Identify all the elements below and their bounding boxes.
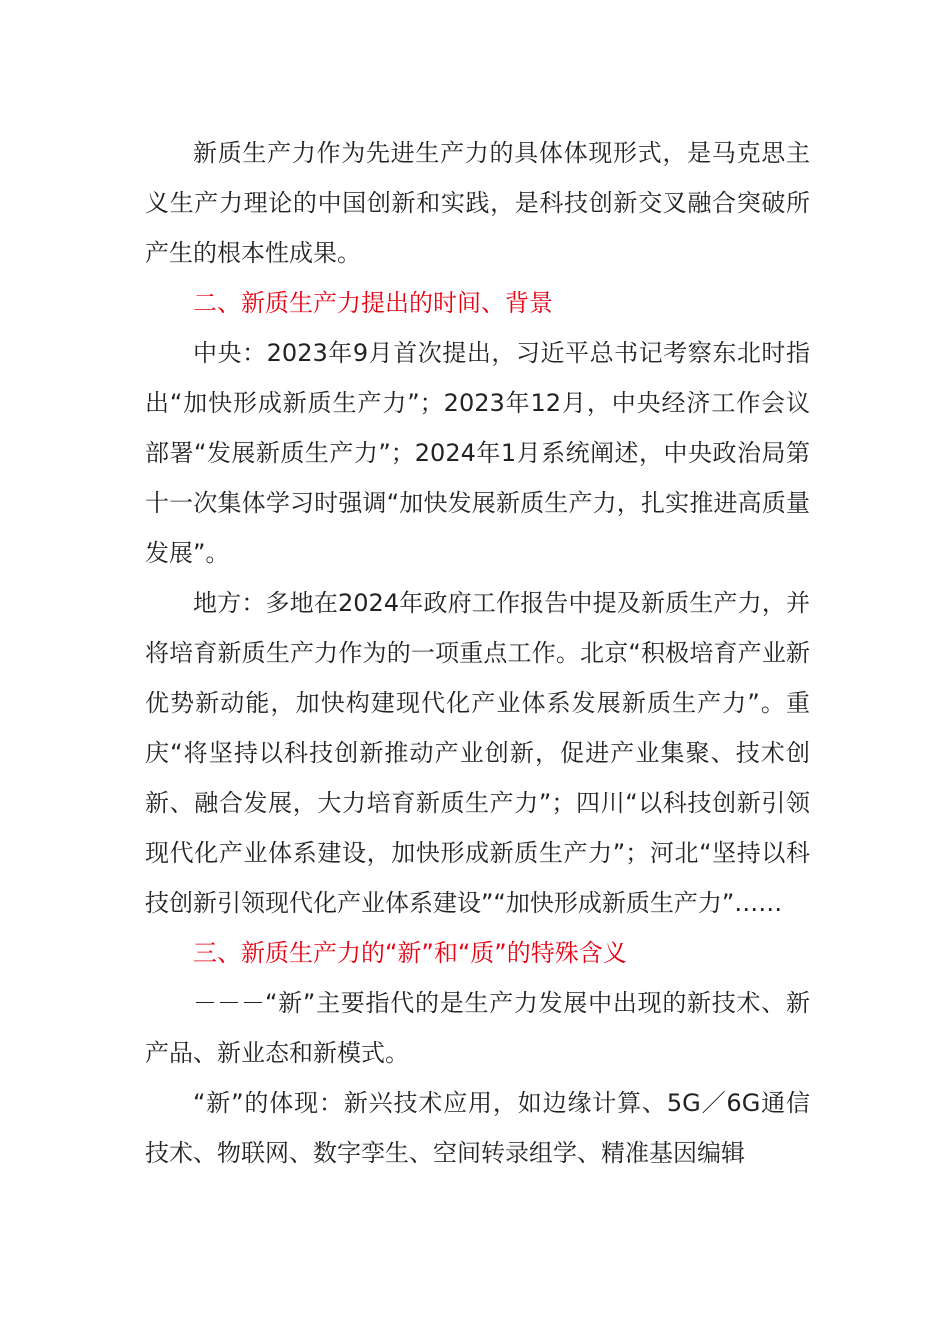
paragraph-intro: 新质生产力作为先进生产力的具体体现形式，是马克思主义生产力理论的中国创新和实践，是科技创新交叉融合突破所产生的根本性成果。: [145, 139, 810, 267]
paragraph-local: 地方：多地在2024年政府工作报告中提及新质生产力，并将培育新质生产力作为的一项重点工作。北京“积极培育产业新优势新动能，加快构建现代化产业体系发展新质生产力”。重庆“将坚持以科技创新推动产业创新，促进产业集聚、技术创新、融合发展，大力培育新质生产力”；四川“以科技创新引领现代化产业体系建设，加快形成新质生产力”；河北“坚持以科技创新引领现代化产业体系建设”“加快形成新质生产力”……: [145, 589, 810, 917]
section-heading-3: 三、新质生产力的“新”和“质”的特殊含义: [193, 939, 627, 967]
paragraph-new-examples: “新”的体现：新兴技术应用，如边缘计算、5G／6G通信技术、物联网、数字孪生、空间转录组学、精准基因编辑: [145, 1089, 810, 1167]
section-heading-2: 二、新质生产力提出的时间、背景: [193, 289, 553, 317]
paragraph-new-meaning: －－－“新”主要指代的是生产力发展中出现的新技术、新产品、新业态和新模式。: [145, 989, 810, 1067]
document-body: [145, 128, 810, 1178]
paragraph-central: 中央：2023年9月首次提出，习近平总书记考察东北时指出“加快形成新质生产力”；2023年12月，中央经济工作会议部署“发展新质生产力”；2024年1月系统阐述，中央政治局第十一次集体学习时强调“加快发展新质生产力，扎实推进高质量发展”。: [145, 339, 810, 567]
